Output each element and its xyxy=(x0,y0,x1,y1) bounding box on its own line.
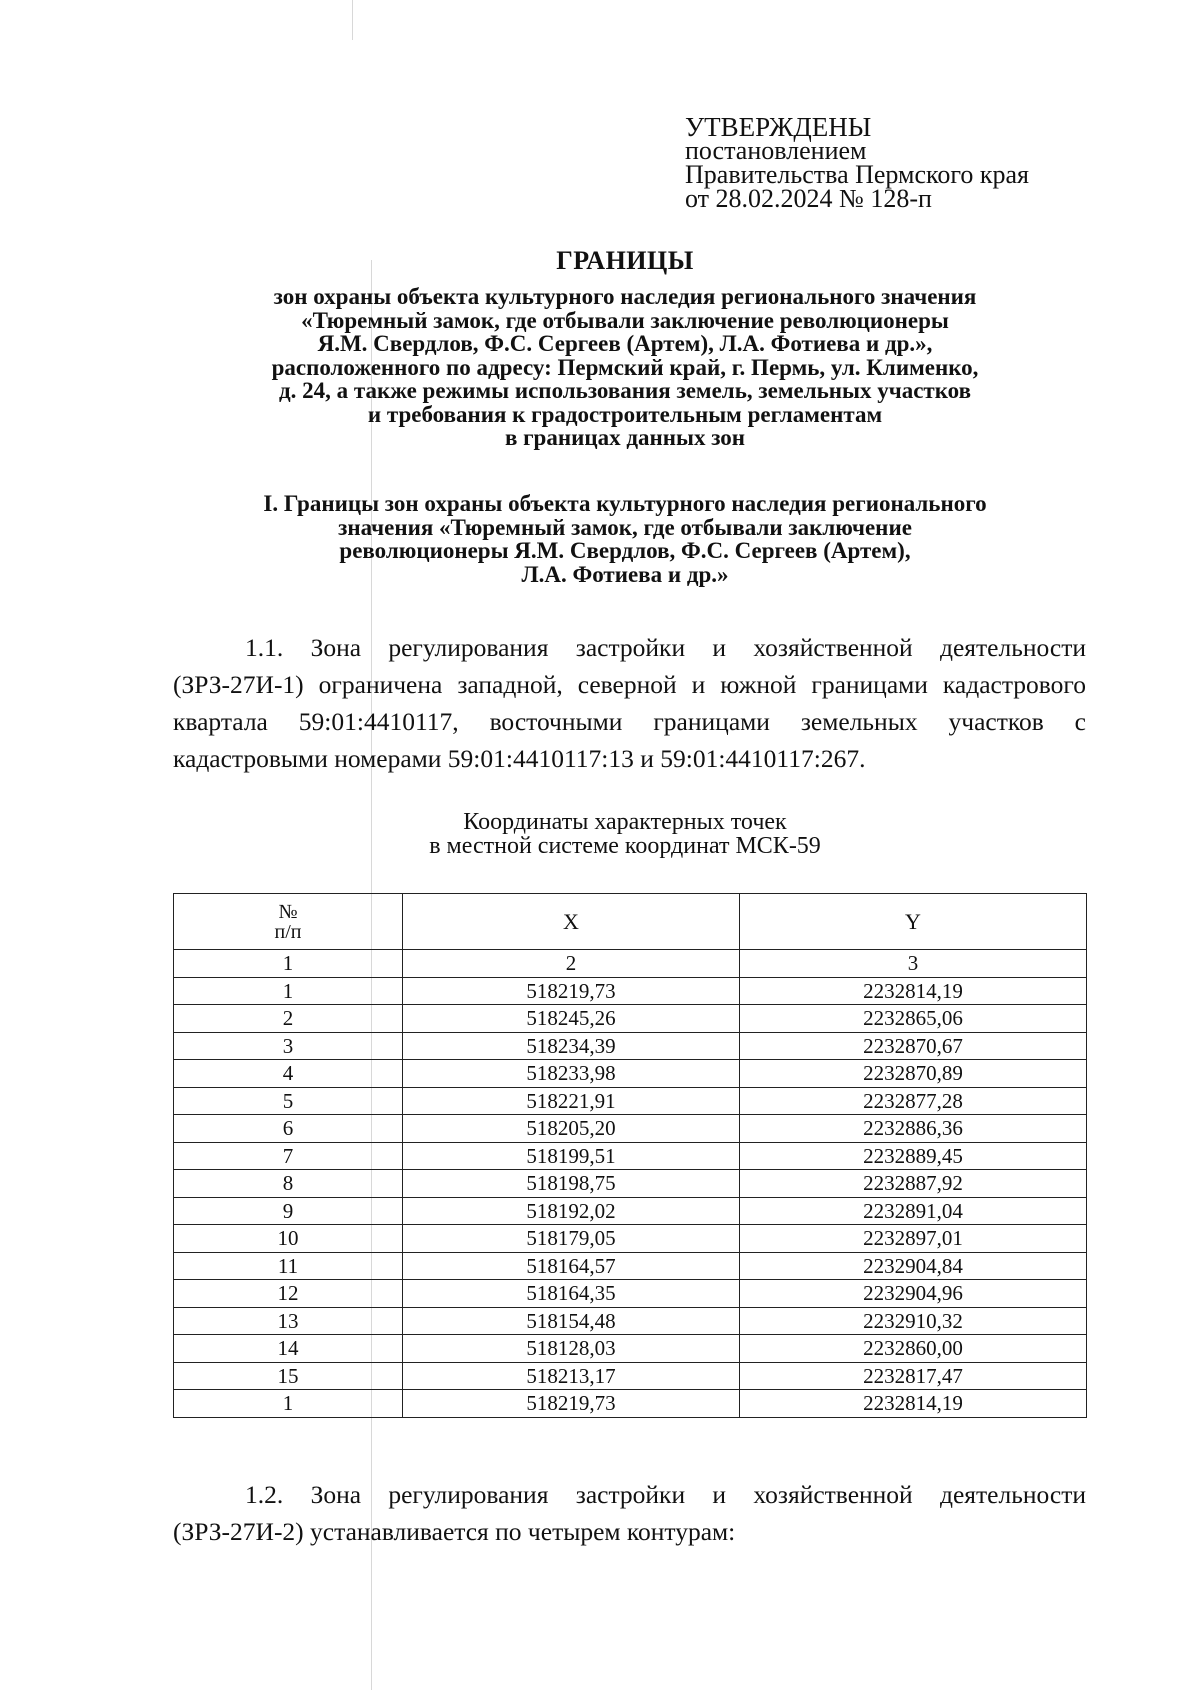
paragraph-1-1: 1.1. Зона регулирования застройки и хозяйственной деятельности (ЗРЗ-27И-1) ограничена западной, северной и южной границами кадастрового квартала 59:01:4410117, восточными границами земельных участков с кадастровыми номерами 59:01:4410117:13 и 59:01:4410117:267. xyxy=(173,633,1086,773)
subtitle-line: д. 24, а также режимы использования земель, земельных участков xyxy=(279,378,971,403)
x-coordinate-cell: 518179,05 xyxy=(403,1225,740,1253)
approval-heading: УТВЕРЖДЕНЫ xyxy=(685,112,872,142)
subtitle-line: «Тюремный замок, где отбывали заключение революционеры xyxy=(301,307,949,333)
point-number-cell: 1 xyxy=(174,1390,403,1418)
subtitle-line: в границах данных зон xyxy=(504,425,746,450)
point-number-cell: 14 xyxy=(174,1335,403,1363)
y-coordinate-cell: 2232897,01 xyxy=(740,1225,1087,1253)
table-row xyxy=(174,1252,1087,1280)
point-number-cell: 10 xyxy=(174,1225,403,1253)
document-subtitle xyxy=(160,285,1090,450)
table-row xyxy=(174,977,1087,1005)
point-number-cell: 7 xyxy=(174,1142,403,1170)
y-coordinate-cell: 2232910,32 xyxy=(740,1307,1087,1335)
table-row xyxy=(174,1142,1087,1170)
point-number-cell: 15 xyxy=(174,1362,403,1390)
header-number-label: п/п xyxy=(274,920,302,943)
x-coordinate-cell: 518164,35 xyxy=(403,1280,740,1308)
subtitle-line: Я.М. Свердлов, Ф.С. Сергеев (Артем), Л.А. Фотиева и др.», xyxy=(317,331,933,356)
index-cell: 2 xyxy=(403,950,740,978)
table-row xyxy=(174,1032,1087,1060)
point-number-cell: 1 xyxy=(174,977,403,1005)
table-body xyxy=(174,977,1087,1417)
caption-line: Координаты характерных точек xyxy=(463,809,787,835)
y-coordinate-cell: 2232891,04 xyxy=(740,1197,1087,1225)
document-title: ГРАНИЦЫ xyxy=(556,246,694,275)
point-number-cell: 9 xyxy=(174,1197,403,1225)
table-row xyxy=(174,1197,1087,1225)
subtitle-line: и требования к градостроительным регламентам xyxy=(367,401,883,427)
point-number-cell: 8 xyxy=(174,1170,403,1198)
table-row xyxy=(174,1362,1087,1390)
caption-line: в местной системе координат МСК-59 xyxy=(429,833,821,859)
x-coordinate-cell: 518198,75 xyxy=(403,1170,740,1198)
y-coordinate-cell: 2232886,36 xyxy=(740,1115,1087,1143)
x-coordinate-cell: 518219,73 xyxy=(403,977,740,1005)
section-line: революционеры Я.М. Свердлов, Ф.С. Сергеев (Артем), xyxy=(339,538,911,563)
x-coordinate-cell: 518213,17 xyxy=(403,1362,740,1390)
x-coordinate-cell: 518245,26 xyxy=(403,1005,740,1033)
point-number-cell: 5 xyxy=(174,1087,403,1115)
paragraph-1-2: 1.2. Зона регулирования застройки и хозяйственной деятельности (ЗРЗ-27И-2) устанавливается по четырем контурам: xyxy=(173,1480,1086,1546)
header-y: Y xyxy=(740,894,1087,950)
table-row xyxy=(174,1170,1087,1198)
header-number xyxy=(174,894,403,950)
subtitle-line: зон охраны объекта культурного наследия регионального значения xyxy=(273,284,977,309)
x-coordinate-cell: 518154,48 xyxy=(403,1307,740,1335)
y-coordinate-cell: 2232889,45 xyxy=(740,1142,1087,1170)
table-row xyxy=(174,1005,1087,1033)
y-coordinate-cell: 2232814,19 xyxy=(740,1390,1087,1418)
point-number-cell: 3 xyxy=(174,1032,403,1060)
approval-date: от 28.02.2024 № 128-п xyxy=(685,184,932,213)
table-row xyxy=(174,1060,1087,1088)
point-number-cell: 12 xyxy=(174,1280,403,1308)
y-coordinate-cell: 2232904,96 xyxy=(740,1280,1087,1308)
table-row xyxy=(174,1307,1087,1335)
index-cell: 1 xyxy=(174,950,403,978)
x-coordinate-cell: 518164,57 xyxy=(403,1252,740,1280)
index-cell: 3 xyxy=(740,950,1087,978)
y-coordinate-cell: 2232814,19 xyxy=(740,977,1087,1005)
y-coordinate-cell: 2232904,84 xyxy=(740,1252,1087,1280)
point-number-cell: 4 xyxy=(174,1060,403,1088)
table-row xyxy=(174,1390,1087,1418)
section-line: значения «Тюремный замок, где отбывали заключение xyxy=(338,514,912,540)
point-number-cell: 2 xyxy=(174,1005,403,1033)
header-x: X xyxy=(403,894,740,950)
table-row xyxy=(174,1225,1087,1253)
point-number-cell: 6 xyxy=(174,1115,403,1143)
point-number-cell: 13 xyxy=(174,1307,403,1335)
approval-line: постановлением xyxy=(685,136,867,165)
table-row xyxy=(174,1115,1087,1143)
y-coordinate-cell: 2232887,92 xyxy=(740,1170,1087,1198)
x-coordinate-cell: 518219,73 xyxy=(403,1390,740,1418)
y-coordinate-cell: 2232870,67 xyxy=(740,1032,1087,1060)
section-line: I. Границы зон охраны объекта культурного наследия регионального xyxy=(263,491,987,516)
x-coordinate-cell: 518233,98 xyxy=(403,1060,740,1088)
scan-artifact-line xyxy=(352,0,353,40)
table-caption xyxy=(160,810,1090,858)
table-row xyxy=(174,1280,1087,1308)
coordinates-table xyxy=(173,893,1087,1418)
subtitle-line: расположенного по адресу: Пермский край, г. Пермь, ул. Клименко, xyxy=(271,354,979,380)
y-coordinate-cell: 2232865,06 xyxy=(740,1005,1087,1033)
section-line: Л.А. Фотиева и др.» xyxy=(521,561,729,587)
table-header-row xyxy=(174,894,1087,950)
table-index-row xyxy=(174,950,1087,978)
x-coordinate-cell: 518128,03 xyxy=(403,1335,740,1363)
point-number-cell: 11 xyxy=(174,1252,403,1280)
header-number-symbol: № xyxy=(278,900,298,923)
table-row xyxy=(174,1087,1087,1115)
y-coordinate-cell: 2232860,00 xyxy=(740,1335,1087,1363)
approval-line: Правительства Пермского края xyxy=(685,160,1029,189)
x-coordinate-cell: 518205,20 xyxy=(403,1115,740,1143)
x-coordinate-cell: 518199,51 xyxy=(403,1142,740,1170)
y-coordinate-cell: 2232877,28 xyxy=(740,1087,1087,1115)
approval-stamp xyxy=(685,112,1105,213)
section-heading xyxy=(160,492,1090,586)
table-row xyxy=(174,1335,1087,1363)
x-coordinate-cell: 518221,91 xyxy=(403,1087,740,1115)
y-coordinate-cell: 2232817,47 xyxy=(740,1362,1087,1390)
x-coordinate-cell: 518192,02 xyxy=(403,1197,740,1225)
y-coordinate-cell: 2232870,89 xyxy=(740,1060,1087,1088)
x-coordinate-cell: 518234,39 xyxy=(403,1032,740,1060)
